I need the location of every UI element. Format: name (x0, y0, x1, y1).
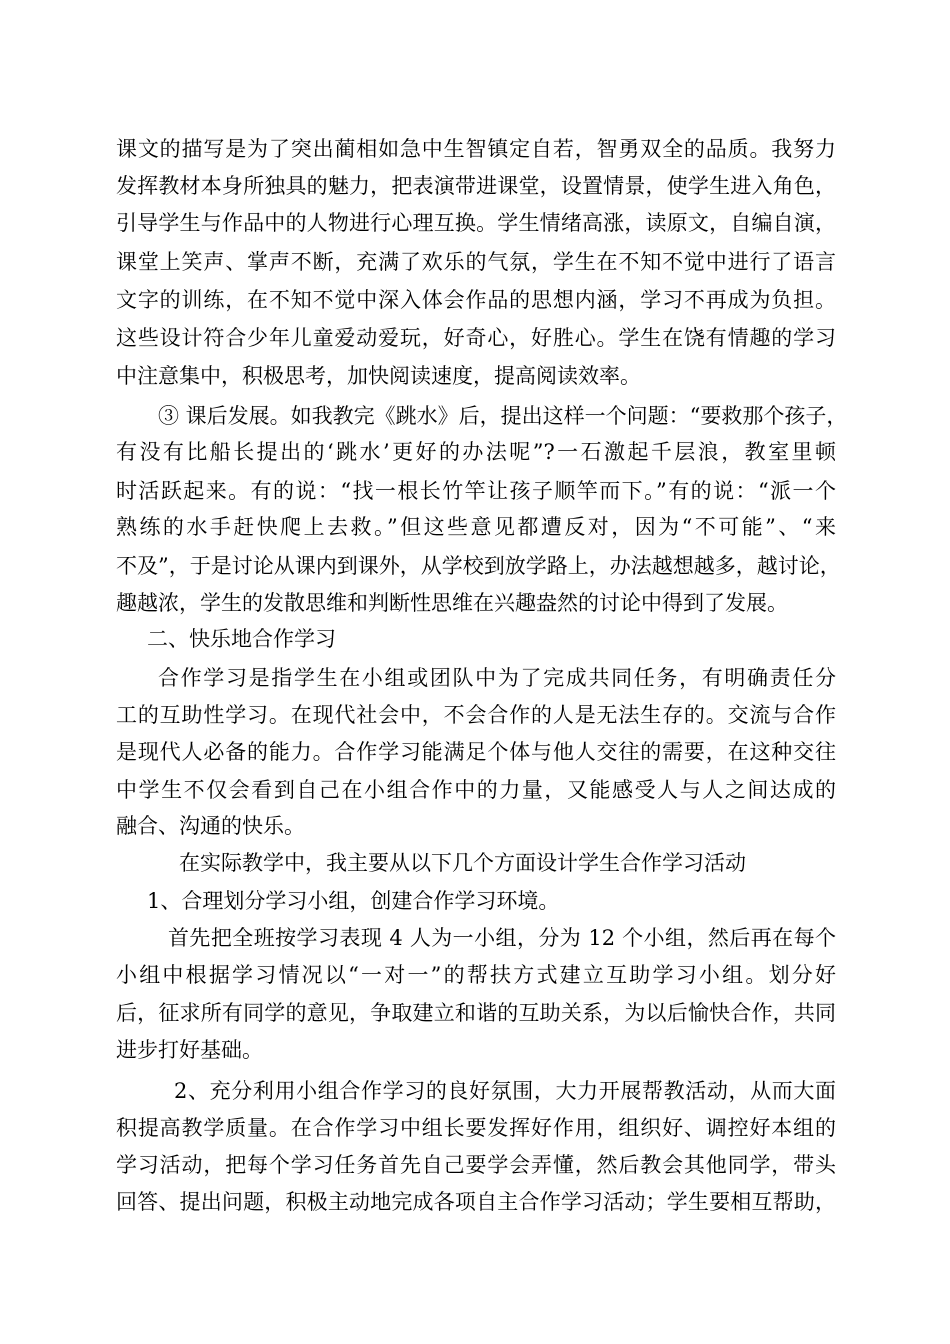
text-line: 发挥教材本身所独具的魅力，把表演带进课堂，设置情景，使学生进入角色， (116, 174, 836, 198)
text-line: 学习活动，把每个学习任务首先自己要学会弄懂，然后教会其他同学，带头 (116, 1153, 836, 1177)
text-line: 不及”，于是讨论从课内到课外，从学校到放学路上，办法越想越多，越讨论， (116, 554, 841, 578)
text-line: 二、快乐地合作学习 (147, 627, 336, 651)
text-line: 中学生不仅会看到自己在小组合作中的力量，又能感受人与人之间达成的 (116, 778, 836, 802)
text-line: 有没有比船长提出的‘跳水’更好的办法呢”?一石激起千层浪，教室里顿 (116, 440, 836, 464)
text-line: 首先把全班按学习表现 4 人为一小组，分为 12 个小组，然后再在每个 (168, 926, 836, 950)
text-line: 这些设计符合少年儿童爱动爱玩，好奇心，好胜心。学生在饶有情趣的学习 (116, 326, 836, 350)
text-line: 中注意集中，积极思考，加快阅读速度，提高阅读效率。 (116, 364, 641, 388)
text-line: 熟练的水手赶快爬上去救。”但这些意见都遭反对，因为“不可能”、“来 (116, 515, 836, 539)
text-line: 工的互助性学习。在现代社会中，不会合作的人是无法生存的。交流与合作 (116, 703, 836, 727)
text-line: 后，征求所有同学的意见，争取建立和谐的互助关系，为以后愉快合作，共同 (116, 1001, 836, 1025)
text-line: 在实际教学中，我主要从以下几个方面设计学生合作学习活动 (179, 851, 746, 875)
text-line: 合作学习是指学生在小组或团队中为了完成共同任务，有明确责任分 (158, 666, 836, 690)
text-line: 时活跃起来。有的说：“找一根长竹竿让孩子顺竿而下。”有的说：“派一个 (116, 479, 836, 503)
text-line: 2、充分利用小组合作学习的良好氛围，大力开展帮教活动，从而大面 (174, 1079, 836, 1103)
text-line: 积提高教学质量。在合作学习中组长要发挥好作用，组织好、调控好本组的 (116, 1116, 836, 1140)
text-line: 进步打好基础。 (116, 1038, 263, 1062)
text-line: 小组中根据学习情况以“一对一”的帮扶方式建立互助学习小组。划分好 (116, 963, 836, 987)
text-line: 引导学生与作品中的人物进行心理互换。学生情绪高涨，读原文，自编自演， (116, 211, 836, 235)
text-line: 融合、沟通的快乐。 (116, 814, 305, 838)
text-line: 课文的描写是为了突出蔺相如急中生智镇定自若，智勇双全的品质。我努力 (116, 137, 836, 161)
text-line: 回答、提出问题，积极主动地完成各项自主合作学习活动；学生要相互帮助， (116, 1190, 836, 1214)
text-line: 趣越浓，学生的发散思维和判断性思维在兴趣盎然的讨论中得到了发展。 (116, 591, 788, 615)
text-line: 1、合理划分学习小组，创建合作学习环境。 (147, 889, 560, 913)
text-line: 是现代人必备的能力。合作学习能满足个体与他人交往的需要，在这种交往 (116, 740, 836, 764)
text-line: 课堂上笑声、掌声不断，充满了欢乐的气氛，学生在不知不觉中进行了语言 (116, 250, 836, 274)
text-line: ③ 课后发展。如我教完《跳水》后，提出这样一个问题：“要救那个孩子， (158, 404, 848, 428)
text-line: 文字的训练，在不知不觉中深入体会作品的思想内涵，学习不再成为负担。 (116, 288, 836, 312)
